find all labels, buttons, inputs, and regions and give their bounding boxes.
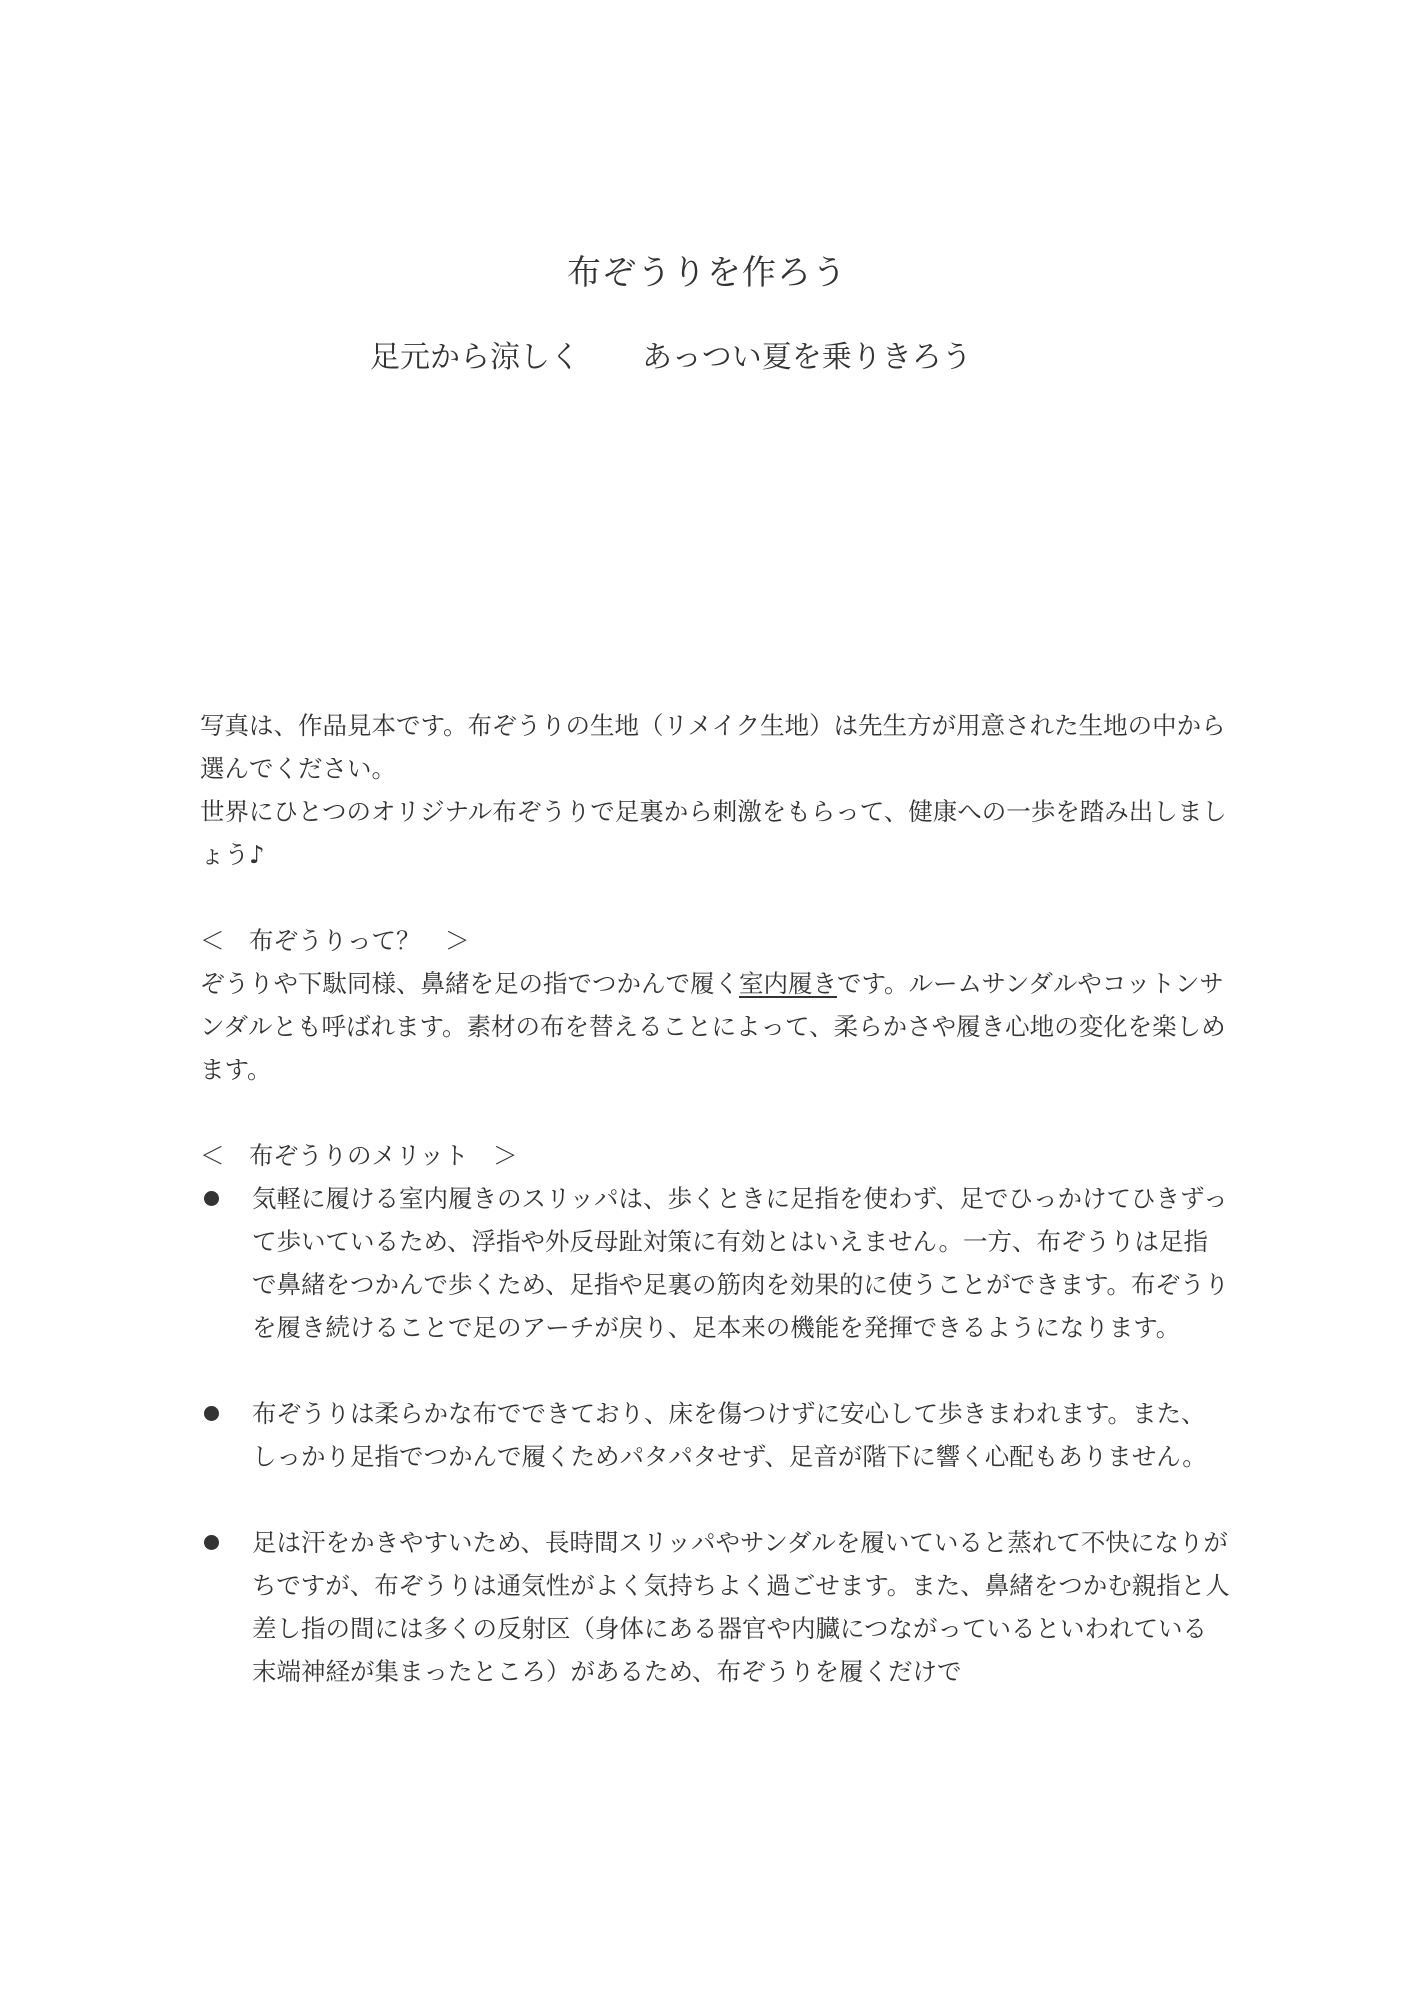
section-what-is-heading: ＜ 布ぞうりって？ ＞: [200, 926, 470, 955]
bullet-icon: [204, 1535, 219, 1550]
list-item-text: 足は汗をかきやすいため、長時間スリッパやサンダルを履いていると蒸れて不快になりがちですが、布ぞうりは通気性がよく気持ちよく過ごせます。また、鼻緒をつかむ親指と人差し指の間には多くの反射区（身体にある器官や内臓につながっているといわれている末端神経が集まったところ）があるため、布ぞうりを履くだけで: [252, 1528, 1230, 1686]
underlined-term: 室内履き: [739, 969, 837, 998]
page-subtitle: [370, 335, 1090, 381]
intro-section: [200, 704, 1230, 876]
merits-list: [200, 1177, 1230, 1693]
subtitle-part-a: 足元から涼しく: [370, 340, 580, 375]
bullet-icon: [204, 1406, 219, 1421]
list-item-text: 気軽に履ける室内履きのスリッパは、歩くときに足指を使わず、足でひっかけてひきずって歩いているため、浮指や外反母趾対策に有効とはいえません。一方、布ぞうりは足指で鼻緒をつかんで歩くため、足指や足裏の筋肉を効果的に使うことができます。布ぞうりを履き続けることで足のアーチが戻り、足本来の機能を発揮できるようになります。: [252, 1184, 1230, 1342]
body-text-after: です。ルームサンダルやコットンサンダルとも呼ばれます。素材の布を替えることによって、柔らかさや履き心地の変化を楽しめます。: [200, 969, 1226, 1084]
list-item-text: 布ぞうりは柔らかな布でできており、床を傷つけずに安心して歩きまわれます。また、しっかり足指でつかんで履くためパタパタせず、足音が階下に響く心配もありません。: [252, 1399, 1207, 1471]
intro-paragraph-1: 写真は、作品見本です。布ぞうりの生地（リメイク生地）は先生方が用意された生地の中から選んでください。: [200, 711, 1226, 783]
list-item: [200, 1177, 1230, 1349]
document-body: [200, 704, 1230, 1693]
page-title: 布ぞうりを作ろう: [567, 253, 847, 293]
intro-paragraph-2: 世界にひとつのオリジナル布ぞうりで足裏から刺激をもらって、健康への一歩を踏み出しましょう♪: [200, 797, 1227, 869]
bullet-icon: [204, 1191, 219, 1206]
section-merits-heading: ＜ 布ぞうりのメリット ＞: [200, 1141, 518, 1170]
list-item: [200, 1392, 1230, 1478]
section-what-is: [200, 919, 1230, 1091]
subtitle-part-b: あっつい夏を乗りきろう: [642, 340, 972, 375]
section-merits: [200, 1134, 1230, 1693]
list-item: [200, 1521, 1230, 1693]
body-text-before: ぞうりや下駄同様、鼻緒を足の指でつかんで履く: [200, 969, 739, 998]
section-what-is-body: [200, 962, 1230, 1091]
